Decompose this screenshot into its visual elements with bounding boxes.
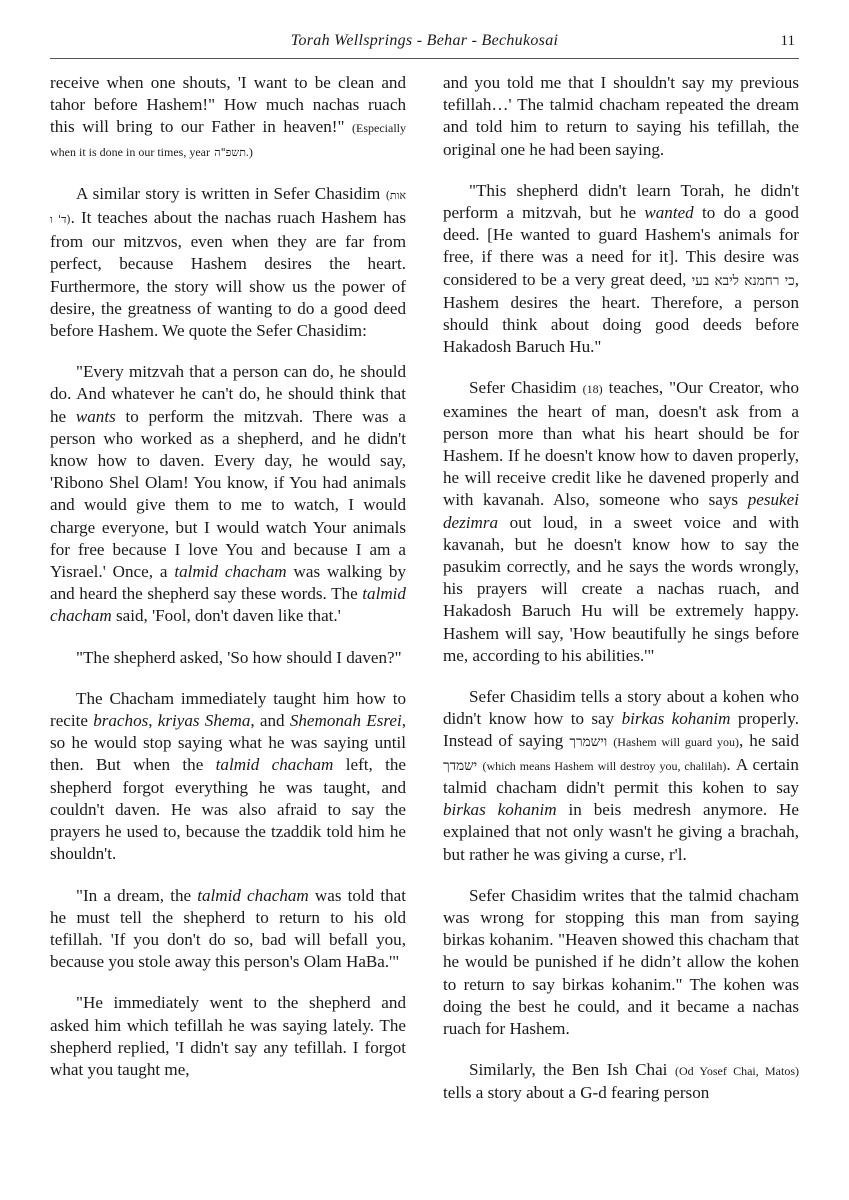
paragraph — [50, 992, 406, 1081]
reference-text: (Od Yosef Chai, Matos) — [674, 1064, 799, 1079]
emphasis-text: pesukei dezimra — [443, 490, 799, 532]
text: , Hashem desires the heart. Therefore, a person should think about doing good deeds before Hakadosh Baruch Hu." — [443, 269, 799, 357]
emphasis-text: wants — [75, 406, 116, 426]
hebrew-text: ישמדך — [443, 757, 478, 774]
right-column — [443, 72, 799, 1124]
left-column — [50, 72, 406, 1100]
text: to do a good deed. [He wanted to guard Hashem's animals for free, if there was a need for it]. This desire was considered to be a very great deed, — [443, 203, 799, 289]
emphasis-text: Shemonah Esrei — [289, 711, 402, 731]
emphasis-text: talmid chacham — [50, 584, 406, 626]
text: teaches, "Our Creator, who examines the heart of man, doesn't ask from a person more than what his heart should be for Hashem. If he doesn't know how to daven properly, he will receive credit like he davened properly and with kavanah. Also, someone who says — [443, 378, 799, 510]
page-number: 11 — [780, 33, 795, 49]
paragraph — [443, 1059, 799, 1104]
text: Sefer Chasidim — [469, 378, 577, 398]
text: , so he would stop saying what he was saying until then. But when the — [50, 711, 406, 775]
text: A similar story is written in Sefer Chasidim — [76, 183, 381, 203]
emphasis-text: wanted — [644, 203, 694, 223]
running-header — [50, 30, 799, 59]
text: receive when one shouts, 'I want to be clean and tahor before Hashem!" How much nachas ruach this will bring to our Father in heaven!" — [50, 73, 406, 137]
emphasis-text: talmid chacham — [174, 562, 287, 582]
text: and you told me that I shouldn't say my previous tefillah…' The talmid chacham repeated the dream and told him to return to saying his tefillah, the original one he had been saying. — [443, 73, 799, 159]
paragraph — [50, 647, 406, 669]
text: "He immediately went to the shepherd and asked him which tefillah he was saying lately. The shepherd replied, 'I didn't say any tefillah. I forgot what you taught me, — [50, 993, 406, 1079]
text: "This shepherd didn't learn Torah, he didn't perform a mitzvah, but he — [443, 180, 799, 223]
text: Sefer Chasidim tells a story about a kohen who didn't know how to say — [443, 687, 799, 729]
text: properly. Instead of saying — [443, 709, 799, 751]
text: in beis medresh anymore. He explained that not only wasn't he giving a brachah, but rather he was giving a curse, r'l. — [443, 800, 799, 864]
text: The Chacham immediately taught him how to recite — [50, 688, 406, 731]
note-text: (Especially when it is done in our times, year — [50, 121, 407, 159]
paragraph — [50, 688, 406, 866]
paragraph — [50, 72, 406, 164]
text: , he said — [738, 731, 800, 751]
hebrew-text: וישמרך — [569, 734, 608, 751]
text: "Every mitzvah that a person can do, he should do. And whatever he can't do, he should think that he — [50, 362, 406, 426]
emphasis-text: kriyas Shema — [157, 711, 251, 731]
text: was walking by and heard the shepherd say these words. The — [50, 562, 407, 604]
text: . It teaches about the nachas ruach Hashem has from our mitzvos, even when they are far from perfect, because Hashem desires the heart. Furthermore, the story will show us the power of desire, the greatness of wanting to do a good deed before Hashem. We quote the Sefer Chasidim: — [50, 208, 406, 341]
hebrew-text: כי רחמנא ליבא בעי — [691, 272, 795, 289]
emphasis-text: birkas kohanim — [443, 800, 557, 820]
paragraph — [443, 686, 799, 866]
paragraph — [443, 180, 799, 359]
running-title: Torah Wellsprings - Behar - Bechukosai — [290, 32, 559, 49]
text: out loud, in a sweet voice and with kavanah, but he doesn't know how to say the pasukim correctly, and he says the words wrongly, his prayers will create a nachas ruach, and Hakadosh Baruch Hu will be extremely happy. Hashem will say, 'How beautifully he sings before me, according to his abilities.'" — [443, 512, 799, 665]
paragraph — [50, 183, 406, 342]
text: to perform the mitzvah. There was a person who worked as a shepherd, and he didn't know how to daven. Every day, he would say, 'Ribono Shel Olam! You know, if You had animals and would give them to me to watch, I would charge everyone, but I would watch Your animals for free because I love You and because I am a Yisrael.' Once, a — [50, 406, 407, 582]
emphasis-text: brachos — [93, 711, 149, 731]
paragraph — [50, 361, 406, 627]
emphasis-text: talmid chacham — [215, 755, 334, 775]
paragraph — [50, 885, 406, 974]
text: left, the shepherd forgot everything he was taught, and couldn't daven. He was also afraid to say the prayers he used to, because the tzaddik told him he shouldn't. — [50, 755, 407, 864]
reference-text: (18) — [582, 382, 603, 397]
note-text: .) — [245, 144, 253, 159]
note-text: (Hashem will guard you) — [613, 735, 739, 750]
hebrew-reference: (אות ד' ו) — [50, 188, 406, 227]
emphasis-text: birkas kohanim — [621, 709, 731, 729]
text: , and — [250, 711, 285, 731]
text: "The shepherd asked, 'So how should I daven?" — [76, 647, 402, 667]
emphasis-text: talmid chacham — [197, 885, 309, 905]
text: "In a dream, the — [76, 885, 192, 905]
text: . A certain talmid chacham didn't permit this kohen to say — [443, 754, 799, 797]
text: said, 'Fool, don't daven like that.' — [116, 606, 341, 626]
paragraph — [443, 377, 799, 667]
paragraph — [443, 885, 799, 1040]
text: Similarly, the Ben Ish Chai — [469, 1060, 668, 1080]
hebrew-text: תשפ"ה — [214, 145, 246, 159]
text: tells a story about a G-d fearing person — [443, 1083, 710, 1103]
text: Sefer Chasidim writes that the talmid chacham was wrong for stopping this man from saying birkas kohanim. "Heaven showed this chacham that he would be punished if he didn’t allow the kohen to return to say birkas kohanim." The kohen was doing the best he could, and it became a nachas ruach for Hashem. — [443, 885, 799, 1038]
text: , — [148, 711, 153, 731]
note-text: (which means Hashem will destroy you, chalilah) — [482, 758, 727, 773]
text: was told that he must tell the shepherd to return to his old tefillah. 'If you don't do so, bad will befall you, because you stole away this person's Olam HaBa.'" — [50, 885, 406, 972]
paragraph — [443, 72, 799, 161]
